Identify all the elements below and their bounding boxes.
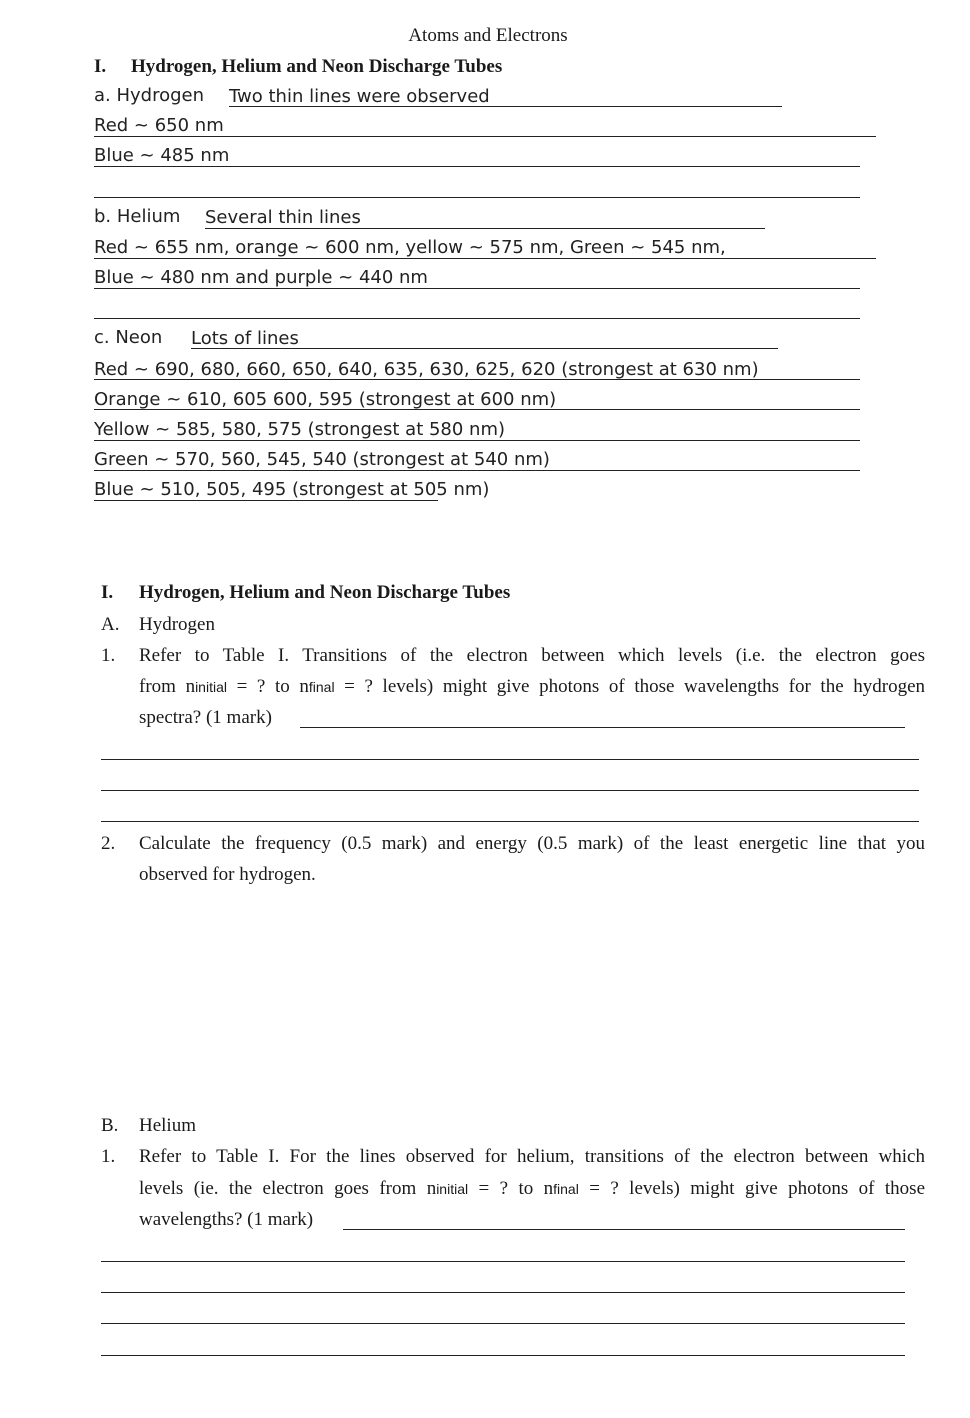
subsection-title: Hydrogen xyxy=(139,614,215,635)
subsection-letter: B. xyxy=(101,1115,119,1136)
answer-line xyxy=(94,258,876,259)
helium-label: b. Helium xyxy=(94,206,181,227)
question-text: levels (ie. the electron goes from ninitial = ? to nfinal = ? levels) might give photons of those xyxy=(139,1178,925,1199)
hydrogen-line-blue: Blue ~ 485 nm xyxy=(94,145,230,166)
helium-line-1: Red ~ 655 nm, orange ~ 600 nm, yellow ~ 575 nm, Green ~ 545 nm, xyxy=(94,237,726,258)
question-number: 2. xyxy=(101,833,116,854)
answer-line xyxy=(191,348,778,349)
answer-line[interactable] xyxy=(101,759,919,760)
neon-line-blue: Blue ~ 510, 505, 495 (strongest at 505 nm) xyxy=(94,479,490,500)
answer-line[interactable] xyxy=(300,727,905,728)
question-text: Refer to Table I. Transitions of the electron between which levels (i.e. the electron goes xyxy=(139,645,925,666)
neon-line-yellow: Yellow ~ 585, 580, 575 (strongest at 580 nm) xyxy=(94,419,506,440)
answer-line xyxy=(229,106,782,107)
answer-line xyxy=(94,440,860,441)
question-number: 1. xyxy=(101,645,116,666)
subsection-title: Helium xyxy=(139,1115,196,1136)
answer-line xyxy=(94,166,860,167)
answer-line[interactable] xyxy=(101,1355,905,1356)
answer-line[interactable] xyxy=(101,790,919,791)
section-heading: Hydrogen, Helium and Neon Discharge Tubes xyxy=(131,56,503,77)
answer-line xyxy=(205,228,765,229)
section-numeral: I. xyxy=(94,56,107,77)
hydrogen-label: a. Hydrogen xyxy=(94,85,205,106)
answer-line[interactable] xyxy=(101,821,919,822)
question-text: spectra? (1 mark) xyxy=(139,707,272,728)
answer-line[interactable] xyxy=(101,1261,905,1262)
answer-line[interactable] xyxy=(343,1229,905,1230)
section-numeral: I. xyxy=(101,582,114,603)
neon-line-green: Green ~ 570, 560, 545, 540 (strongest at 540 nm) xyxy=(94,449,550,470)
neon-answer: Lots of lines xyxy=(191,328,299,349)
page-title: Atoms and Electrons xyxy=(408,25,568,46)
answer-line[interactable] xyxy=(101,1292,905,1293)
question-text: from ninitial = ? to nfinal = ? levels) might give photons of those wavelengths for the hydrogen xyxy=(139,676,926,697)
answer-line xyxy=(94,197,860,198)
subsection-letter: A. xyxy=(101,614,120,635)
neon-line-red: Red ~ 690, 680, 660, 650, 640, 635, 630, 625, 620 (strongest at 630 nm) xyxy=(94,359,759,380)
answer-line xyxy=(94,379,860,380)
question-text: Calculate the frequency (0.5 mark) and energy (0.5 mark) of the least energetic line that you xyxy=(139,833,925,854)
answer-line xyxy=(94,136,876,137)
answer-line xyxy=(94,318,860,319)
answer-line xyxy=(94,288,860,289)
answer-line xyxy=(94,470,860,471)
answer-line xyxy=(94,500,438,501)
section-heading: Hydrogen, Helium and Neon Discharge Tubes xyxy=(139,582,511,603)
hydrogen-line-red: Red ~ 650 nm xyxy=(94,115,224,136)
answer-line xyxy=(94,409,860,410)
hydrogen-answer: Two thin lines were observed xyxy=(229,86,490,107)
question-text: observed for hydrogen. xyxy=(139,864,316,885)
answer-line[interactable] xyxy=(101,1323,905,1324)
helium-line-2: Blue ~ 480 nm and purple ~ 440 nm xyxy=(94,267,428,288)
question-text: wavelengths? (1 mark) xyxy=(139,1209,314,1230)
question-text: Refer to Table I. For the lines observed for helium, transitions of the electron between which xyxy=(139,1146,925,1167)
neon-label: c. Neon xyxy=(94,327,163,348)
neon-line-orange: Orange ~ 610, 605 600, 595 (strongest at 600 nm) xyxy=(94,389,557,410)
helium-answer: Several thin lines xyxy=(205,207,361,228)
question-number: 1. xyxy=(101,1146,116,1167)
